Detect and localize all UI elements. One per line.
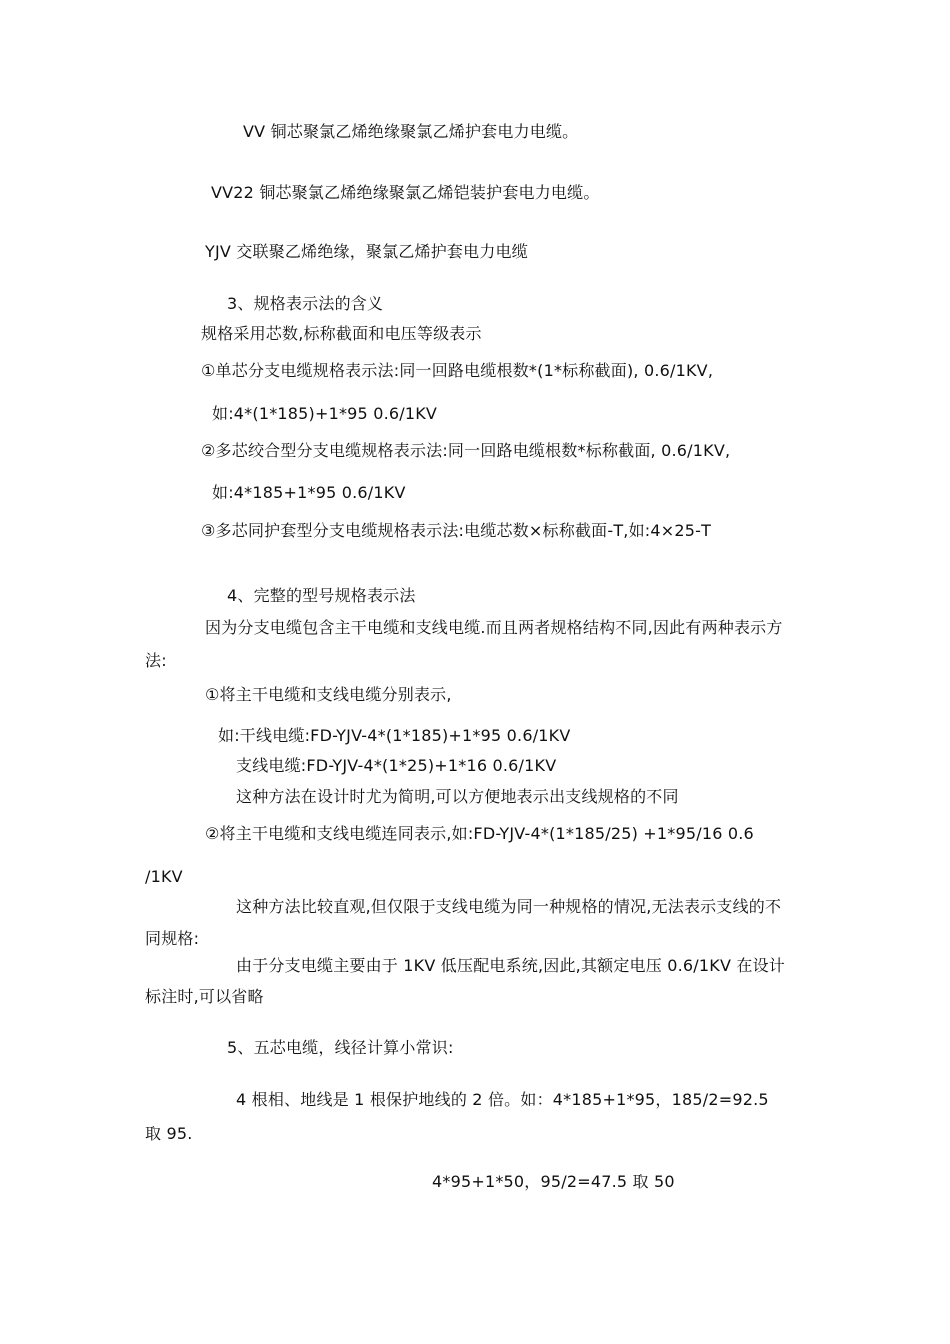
section-heading-4: 4、完整的型号规格表示法	[227, 586, 416, 605]
text-line-multi-sheath: ③多芯同护套型分支电缆规格表示法:电缆芯数×标称截面-T,如:4×25-T	[201, 521, 712, 540]
section-heading-5: 5、五芯电缆，线径计算小常识:	[227, 1038, 454, 1057]
text-line-method-2-note-end: 同规格:	[145, 929, 200, 948]
text-line-vv22: VV22 铜芯聚氯乙烯绝缘聚氯乙烯铠装护套电力电缆。	[211, 183, 600, 202]
text-line-yjv: YJV 交联聚乙烯绝缘，聚氯乙烯护套电力电缆	[205, 242, 528, 261]
text-line-two-methods: 因为分支电缆包含主干电缆和支线电缆.而且两者规格结构不同,因此有两种表示方	[205, 618, 783, 637]
text-line-multi-stranded-example: 如:4*185+1*95 0.6/1KV	[212, 483, 406, 502]
text-line-method-2: ②将主干电缆和支线电缆连同表示,如:FD-YJV-4*(1*185/25) +1*95/16 0.6	[205, 824, 754, 843]
text-line-branch-example: 支线电缆:FD-YJV-4*(1*25)+1*16 0.6/1KV	[236, 756, 557, 775]
text-line-two-methods-end: 法:	[145, 651, 167, 670]
text-line-method-2-note: 这种方法比较直观,但仅限于支线电缆为同一种规格的情况,无法表示支线的不	[236, 897, 782, 916]
text-line-vv: VV 铜芯聚氯乙烯绝缘聚氯乙烯护套电力电缆。	[243, 122, 579, 141]
text-line-method-2-end: /1KV	[145, 867, 183, 886]
text-line-voltage-note: 由于分支电缆主要由于 1KV 低压配电系统,因此,其额定电压 0.6/1KV 在设计	[236, 956, 785, 975]
text-line-method-1: ①将主干电缆和支线电缆分别表示,	[205, 685, 452, 704]
text-line-trunk-example: 如:干线电缆:FD-YJV-4*(1*185)+1*95 0.6/1KV	[218, 726, 571, 745]
text-line-five-core-rule-end: 取 95.	[145, 1124, 193, 1143]
text-line-spec-intro: 规格采用芯数,标称截面和电压等级表示	[201, 324, 482, 343]
text-line-five-core-rule: 4 根相、地线是 1 根保护地线的 2 倍。如：4*185+1*95，185/2=92.5	[236, 1090, 769, 1109]
text-line-single-core: ①单芯分支电缆规格表示法:同一回路电缆根数*(1*标称截面), 0.6/1KV,	[201, 361, 714, 380]
section-heading-3: 3、规格表示法的含义	[227, 294, 384, 313]
text-line-multi-stranded: ②多芯绞合型分支电缆规格表示法:同一回路电缆根数*标称截面, 0.6/1KV,	[201, 441, 731, 460]
text-line-single-core-example: 如:4*(1*185)+1*95 0.6/1KV	[212, 404, 438, 423]
text-line-five-core-example: 4*95+1*50，95/2=47.5 取 50	[432, 1172, 675, 1191]
text-line-method-1-note: 这种方法在设计时尤为简明,可以方便地表示出支线规格的不同	[236, 787, 679, 806]
text-line-voltage-note-end: 标注时,可以省略	[145, 987, 264, 1006]
